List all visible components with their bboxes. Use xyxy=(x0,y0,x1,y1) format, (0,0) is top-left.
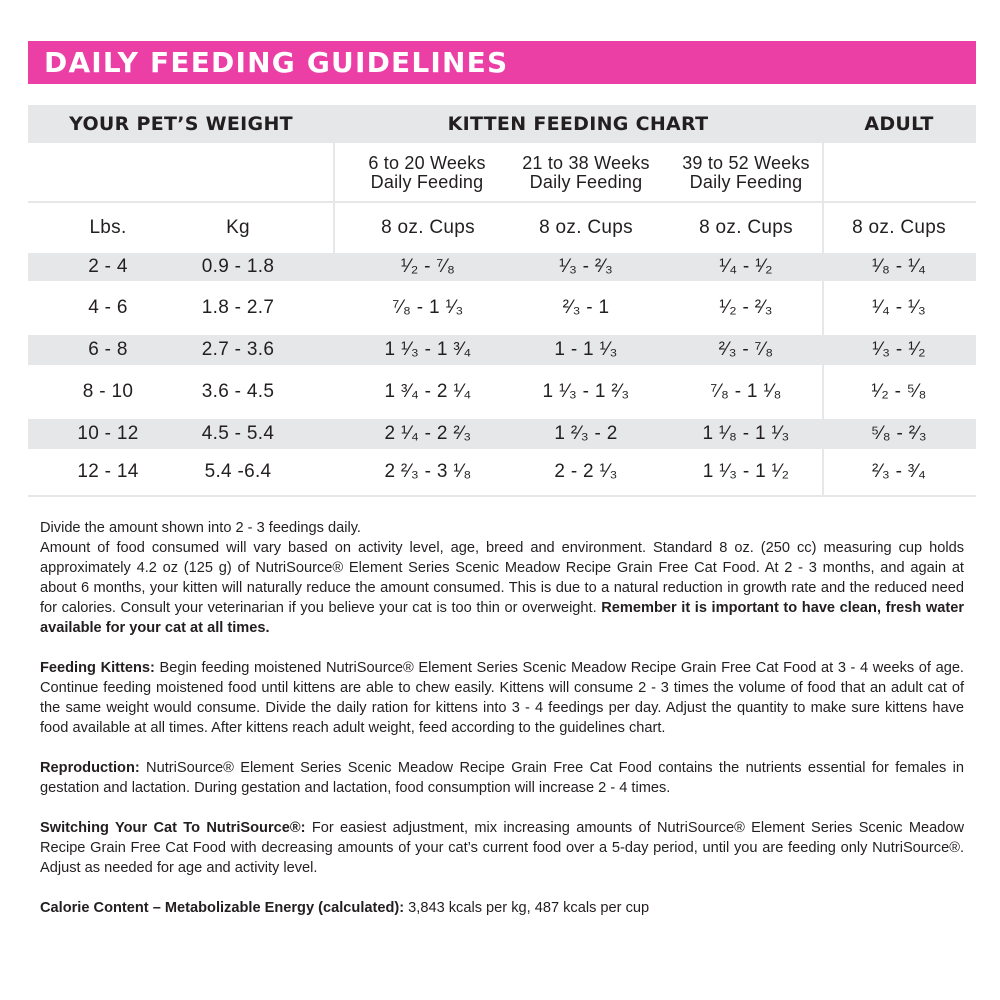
kitten-period-3-line1: 39 to 52 Weeks xyxy=(682,153,810,173)
note-feeding-kittens-label: Feeding Kittens: xyxy=(40,660,155,676)
cell-kg: 0.9 - 1.8 xyxy=(201,256,275,277)
note-reproduction xyxy=(40,758,964,798)
cell-kitten-1: 2 ²⁄₃ - 3 ¹⁄₈ xyxy=(384,461,472,482)
note-reproduction-text: NutriSource® Element Series Scenic Meadow Recipe Grain Free Cat Food contains the nutrients essential for females in gestation and lactation. During gestation and lactation, food consumption will increase 2 - 4 times. xyxy=(40,760,964,796)
cell-kitten-3: 1 ¹⁄₃ - 1 ¹⁄₂ xyxy=(702,461,790,482)
kitten-period-3 xyxy=(664,143,828,203)
cell-kitten-3: 1 ¹⁄₈ - 1 ¹⁄₃ xyxy=(702,423,790,444)
note-feeding-kittens-text: Begin feeding moistened NutriSource® Element Series Scenic Meadow Recipe Grain Free Cat Food at 3 - 4 weeks of age. Continue feeding moistened food until kittens are able to chew easily. Kittens will consume 2 - 3 times the volume of food that an adult cat of the same weight would consume. Divide the daily ration for kittens into 3 - 4 feedings per day. Adjust the quantity to make sure kittens have food available at all times. After kittens reach adult weight, feed according to the guidelines chart. xyxy=(40,660,964,736)
cell-kitten-2: 1 - 1 ¹⁄₃ xyxy=(554,339,618,360)
note-reproduction-label: Reproduction: xyxy=(40,760,140,776)
note-calorie-label: Calorie Content – Metabolizable Energy (calculated): xyxy=(40,900,405,916)
cell-kitten-2: 1 ¹⁄₃ - 1 ²⁄₃ xyxy=(542,381,630,402)
feeding-notes xyxy=(40,518,964,918)
unit-kg: Kg xyxy=(226,217,250,238)
cell-adult: ¹⁄₂ - ⁵⁄₈ xyxy=(871,381,927,402)
table-header-row xyxy=(28,105,976,143)
cell-kg: 2.7 - 3.6 xyxy=(201,339,275,360)
cell-kg: 5.4 -6.4 xyxy=(204,461,272,482)
unit-cups-1: 8 oz. Cups xyxy=(381,217,475,238)
kitten-period-3-line2: Daily Feeding xyxy=(689,172,803,192)
kitten-period-1-line2: Daily Feeding xyxy=(370,172,484,192)
cell-lbs: 2 - 4 xyxy=(88,256,128,277)
note-calorie-text: 3,843 kcals per kg, 487 kcals per cup xyxy=(404,900,650,916)
cell-kg: 1.8 - 2.7 xyxy=(201,297,275,318)
table-row xyxy=(28,365,976,419)
table-row xyxy=(28,335,976,365)
divider-kitten-adult xyxy=(822,143,824,495)
kitten-period-2 xyxy=(508,143,664,203)
cell-lbs: 10 - 12 xyxy=(77,423,139,444)
note-switching-text: For easiest adjustment, mix increasing amounts of NutriSource® Element Series Scenic Meadow Recipe Grain Free Cat Food with decreasing amounts of your cat’s current food over a 5-day period, until you are feeding only NutriSource®. Adjust as needed for age and activity level. xyxy=(40,820,964,876)
table-row xyxy=(28,449,976,495)
cell-kitten-1: 1 ³⁄₄ - 2 ¹⁄₄ xyxy=(384,381,472,402)
cell-kitten-3: ¹⁄₂ - ²⁄₃ xyxy=(719,297,773,318)
note-switching-label: Switching Your Cat To NutriSource®: xyxy=(40,820,306,836)
page-title: DAILY FEEDING GUIDELINES xyxy=(44,46,509,79)
divider-subheader xyxy=(28,201,976,203)
table-row xyxy=(28,281,976,335)
divider-weight-kitten xyxy=(333,143,335,253)
header-weight: YOUR PET’S WEIGHT xyxy=(69,113,293,135)
cell-adult: ⁵⁄₈ - ²⁄₃ xyxy=(871,423,927,444)
cell-kitten-2: ²⁄₃ - 1 xyxy=(562,297,610,318)
cell-kitten-3: ²⁄₃ - ⁷⁄₈ xyxy=(718,339,774,360)
cell-lbs: 6 - 8 xyxy=(88,339,128,360)
note-amount xyxy=(40,538,964,638)
note-amount-text: Amount of food consumed will vary based on activity level, age, breed and environment. Standard 8 oz. (250 cc) measuring cup holds approximately 4.2 oz (125 g) of NutriSource® Element Series Scenic Meadow Recipe Grain Free Cat Food. At 2 - 3 months, and again at about 6 months, your kitten will naturally reduce the amount consumed. This is due to a natural reduction in growth rate and the reduced need for calories. Consult your veterinarian if you believe your cat is too thin or overweight. xyxy=(40,540,964,616)
unit-cups-2: 8 oz. Cups xyxy=(539,217,633,238)
header-kitten: KITTEN FEEDING CHART xyxy=(447,113,709,135)
kitten-period-2-line1: 21 to 38 Weeks xyxy=(522,153,650,173)
cell-kitten-1: ¹⁄₂ - ⁷⁄₈ xyxy=(400,256,456,277)
kitten-period-1-line1: 6 to 20 Weeks xyxy=(368,153,486,173)
table-subheader-row xyxy=(28,143,976,203)
cell-lbs: 4 - 6 xyxy=(88,297,128,318)
table-units-row xyxy=(28,203,976,253)
title-banner xyxy=(28,41,976,84)
cell-kitten-3: ¹⁄₄ - ¹⁄₂ xyxy=(719,256,773,277)
cell-adult: ¹⁄₈ - ¹⁄₄ xyxy=(871,256,927,277)
note-water-reminder: Remember it is important to have clean, fresh water available for your cat at all times. xyxy=(40,600,964,636)
cell-kitten-1: ⁷⁄₈ - 1 ¹⁄₃ xyxy=(392,297,464,318)
cell-kitten-1: 1 ¹⁄₃ - 1 ³⁄₄ xyxy=(384,339,472,360)
note-divide: Divide the amount shown into 2 - 3 feedings daily. xyxy=(40,520,361,536)
table-row xyxy=(28,419,976,449)
cell-kg: 3.6 - 4.5 xyxy=(201,381,275,402)
cell-kitten-2: ¹⁄₃ - ²⁄₃ xyxy=(558,256,614,277)
unit-cups-3: 8 oz. Cups xyxy=(699,217,793,238)
cell-kitten-3: ⁷⁄₈ - 1 ¹⁄₈ xyxy=(710,381,782,402)
header-adult: ADULT xyxy=(864,113,934,135)
unit-lbs: Lbs. xyxy=(89,217,127,238)
kitten-period-2-line2: Daily Feeding xyxy=(529,172,643,192)
note-calorie xyxy=(40,898,964,918)
kitten-period-1 xyxy=(334,143,520,203)
cell-adult: ¹⁄₄ - ¹⁄₃ xyxy=(871,297,927,318)
cell-lbs: 12 - 14 xyxy=(77,461,139,482)
divider-table-bottom xyxy=(28,495,976,497)
cell-kitten-2: 1 ²⁄₃ - 2 xyxy=(554,423,618,444)
note-feeding-kittens xyxy=(40,658,964,738)
cell-kg: 4.5 - 5.4 xyxy=(201,423,275,444)
cell-lbs: 8 - 10 xyxy=(82,381,134,402)
cell-kitten-2: 2 - 2 ¹⁄₃ xyxy=(554,461,618,482)
cell-kitten-1: 2 ¹⁄₄ - 2 ²⁄₃ xyxy=(384,423,472,444)
cell-adult: ¹⁄₃ - ¹⁄₂ xyxy=(872,339,926,360)
table-row xyxy=(28,253,976,281)
cell-adult: ²⁄₃ - ³⁄₄ xyxy=(871,461,927,482)
note-switching xyxy=(40,818,964,878)
unit-cups-4: 8 oz. Cups xyxy=(852,217,946,238)
